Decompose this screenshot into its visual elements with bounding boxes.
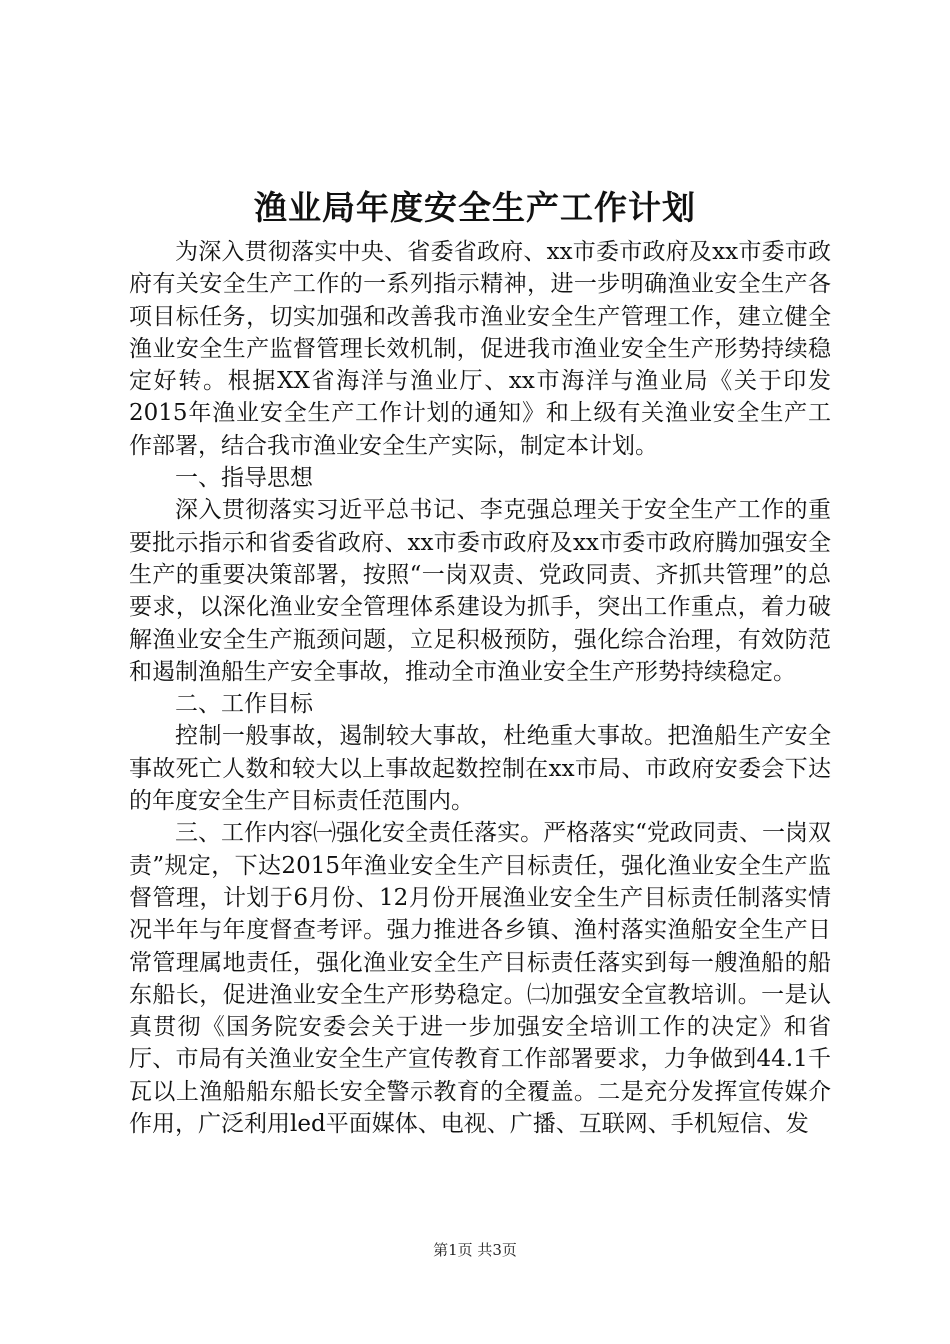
heading-guiding-ideology: 一、指导思想: [175, 465, 313, 492]
paragraph-guiding-ideology: 深入贯彻落实习近平总书记、李克强总理关于安全生产工作的重要批示指示和省委省政府、xx市委市政府及xx市委市政府腾加强安全生产的重要决策部署，按照“一岗双责、党政同责、齐抓共管理”的总要求，以深化渔业安全管理体系建设为抓手，突出工作重点，着力破解渔业安全生产瓶颈问题，立足积极预防，强化综合治理，有效防范和遏制渔船生产安全事故，推动全市渔业安全生产形势持续稳定。: [129, 497, 831, 685]
document-title: 渔业局年度安全生产工作计划: [254, 188, 696, 227]
document-body: [129, 236, 831, 1140]
page-footer: 第1页 共3页: [433, 1241, 517, 1259]
paragraph-work-content: 三、工作内容㈠强化安全责任落实。严格落实“党政同责、一岗双责”规定，下达2015年渔业安全生产目标责任，强化渔业安全生产监督管理，计划于6月份、12月份开展渔业安全生产目标责任制落实情况半年与年度督查考评。强力推进各乡镇、渔村落实渔船安全生产日常管理属地责任，强化渔业安全生产目标责任落实到每一艘渔船的船东船长，促进渔业安全生产形势稳定。㈡加强安全宣教培训。一是认真贯彻《国务院安委会关于进一步加强安全培训工作的决定》和省厅、市局有关渔业安全生产宣传教育工作部署要求，力争做到44.1千瓦以上渔船船东船长安全警示教育的全覆盖。二是充分发挥宣传媒介作用，广泛利用led平面媒体、电视、广播、互联网、手机短信、发: [129, 820, 831, 1138]
paragraph-work-goals: 控制一般事故，遏制较大事故，杜绝重大事故。把渔船生产安全事故死亡人数和较大以上事故起数控制在xx市局、市政府安委会下达的年度安全生产目标责任范围内。: [129, 723, 831, 815]
heading-work-goals: 二、工作目标: [175, 691, 313, 718]
paragraph-intro: 为深入贯彻落实中央、省委省政府、xx市委市政府及xx市委市政府有关安全生产工作的一系列指示精神，进一步明确渔业安全生产各项目标任务，切实加强和改善我市渔业安全生产管理工作，建立健全渔业安全生产监督管理长效机制，促进我市渔业安全生产形势持续稳定好转。根据XX省海洋与渔业厅、xx市海洋与渔业局《关于印发2015年渔业安全生产工作计划的通知》和上级有关渔业安全生产工作部署，结合我市渔业安全生产实际，制定本计划。: [129, 239, 831, 459]
